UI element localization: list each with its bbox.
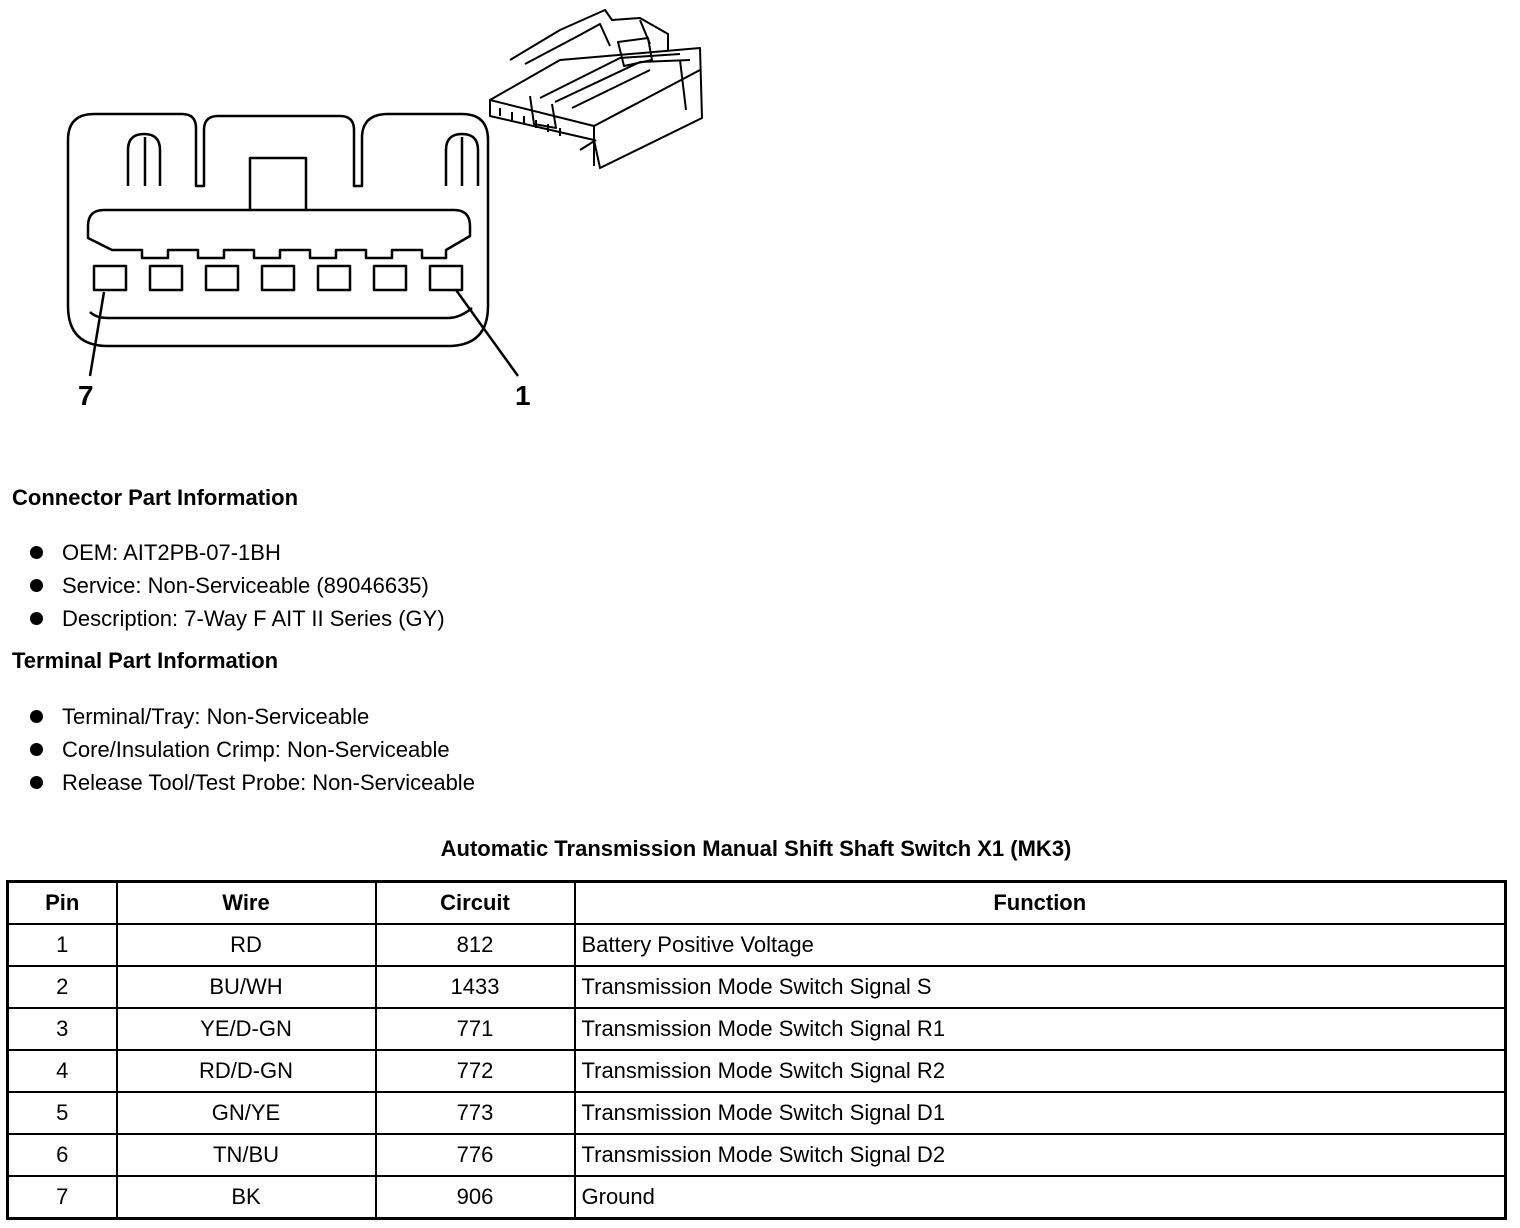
table-row (8, 966, 1506, 1008)
terminal-pin (150, 266, 182, 290)
header-function: Function (575, 882, 1506, 925)
function-cell: Transmission Mode Switch Signal R2 (575, 1050, 1506, 1092)
terminal-pin (206, 266, 238, 290)
function-cell: Transmission Mode Switch Signal R1 (575, 1008, 1506, 1050)
terminal-pin (318, 266, 350, 290)
pin-cell: 3 (8, 1008, 117, 1050)
terminal-cavity (88, 210, 470, 258)
connector-info-list (0, 536, 445, 635)
pinout-table (6, 880, 1507, 1220)
wire-cell: TN/BU (117, 1134, 376, 1176)
table-title: Automatic Transmission Manual Shift Shaft Switch X1 (MK3) (440, 836, 1072, 861)
circuit-cell: 771 (376, 1008, 575, 1050)
circuit-cell: 1433 (376, 966, 575, 1008)
wire-cell: YE/D-GN (117, 1008, 376, 1050)
pin-cell: 5 (8, 1092, 117, 1134)
table-row (8, 1134, 1506, 1176)
terminal-pins (94, 266, 462, 290)
table-row (8, 1176, 1506, 1219)
header-wire: Wire (117, 882, 376, 925)
header-circuit: Circuit (376, 882, 575, 925)
pin-cell: 1 (8, 924, 117, 966)
terminal-pin (374, 266, 406, 290)
wire-cell: BK (117, 1176, 376, 1219)
function-cell: Transmission Mode Switch Signal D2 (575, 1134, 1506, 1176)
connector-isometric-view (490, 10, 702, 168)
header-pin: Pin (8, 882, 117, 925)
pin-cell: 7 (8, 1176, 117, 1219)
connector-face-diagram (0, 0, 760, 420)
terminal-info-title: Terminal Part Information (12, 648, 279, 673)
function-cell: Battery Positive Voltage (575, 924, 1506, 966)
table-row (8, 1050, 1506, 1092)
wire-cell: RD/D-GN (117, 1050, 376, 1092)
bullet-icon (30, 743, 43, 756)
list-item: OEM: AIT2PB-07-1BH (0, 536, 445, 569)
table-row (8, 924, 1506, 966)
list-item: Service: Non-Serviceable (89046635) (0, 569, 445, 602)
circuit-cell: 772 (376, 1050, 575, 1092)
function-cell: Ground (575, 1176, 1506, 1219)
function-cell: Transmission Mode Switch Signal D1 (575, 1092, 1506, 1134)
connector-housing (68, 114, 488, 346)
pin-1-label: 1 (515, 380, 531, 411)
bullet-icon (30, 579, 43, 592)
circuit-cell: 773 (376, 1092, 575, 1134)
wire-cell: BU/WH (117, 966, 376, 1008)
function-cell: Transmission Mode Switch Signal S (575, 966, 1506, 1008)
terminal-info-list (0, 700, 475, 799)
bullet-icon (30, 612, 43, 625)
table-header-row (8, 882, 1506, 925)
circuit-cell: 812 (376, 924, 575, 966)
bullet-icon (30, 546, 43, 559)
list-item: Release Tool/Test Probe: Non-Serviceable (0, 766, 475, 799)
table-row (8, 1008, 1506, 1050)
list-item: Terminal/Tray: Non-Serviceable (0, 700, 475, 733)
pin-cell: 4 (8, 1050, 117, 1092)
pin-7-label: 7 (78, 380, 94, 411)
terminal-pin (262, 266, 294, 290)
table-row (8, 1092, 1506, 1134)
wire-cell: GN/YE (117, 1092, 376, 1134)
circuit-cell: 776 (376, 1134, 575, 1176)
pin-cell: 6 (8, 1134, 117, 1176)
circuit-cell: 906 (376, 1176, 575, 1219)
bullet-icon (30, 776, 43, 789)
list-item: Description: 7-Way F AIT II Series (GY) (0, 602, 445, 635)
connector-info-title: Connector Part Information (12, 485, 299, 510)
pin-7-leader (90, 292, 104, 376)
list-item: Core/Insulation Crimp: Non-Serviceable (0, 733, 475, 766)
terminal-pin (430, 266, 462, 290)
bullet-icon (30, 710, 43, 723)
pin-cell: 2 (8, 966, 117, 1008)
terminal-pin (94, 266, 126, 290)
top-key (250, 158, 306, 210)
wire-cell: RD (117, 924, 376, 966)
